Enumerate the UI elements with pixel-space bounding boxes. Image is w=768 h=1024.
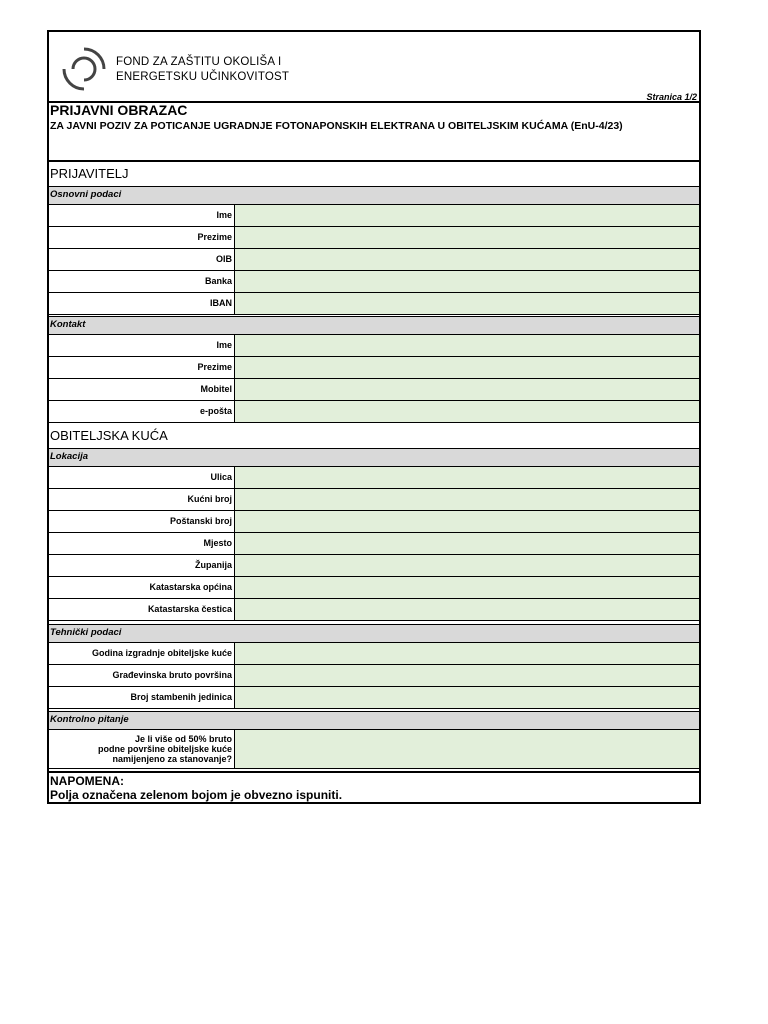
control-question-input[interactable] [235, 730, 699, 768]
form-row [49, 489, 699, 511]
band-label: Tehnički podaci [50, 627, 122, 638]
form-row [49, 335, 699, 357]
band-label: Lokacija [50, 451, 89, 462]
form-row [49, 227, 699, 249]
field-input[interactable] [235, 401, 699, 422]
field-label: Ime [49, 205, 235, 226]
field-label: Poštanski broj [49, 511, 235, 532]
field-input[interactable] [235, 379, 699, 400]
section-heading-house: OBITELJSKA KUĆA [50, 428, 168, 443]
field-input[interactable] [235, 467, 699, 488]
form-row [49, 599, 699, 621]
note [50, 774, 342, 802]
band-technical [49, 624, 699, 643]
field-label: Prezime [49, 357, 235, 378]
fund-logo [59, 44, 299, 96]
band-label: Osnovni podaci [50, 189, 122, 200]
field-label: IBAN [49, 293, 235, 314]
field-input[interactable] [235, 511, 699, 532]
form-row [49, 665, 699, 687]
field-label: Prezime [49, 227, 235, 248]
field-input[interactable] [235, 205, 699, 226]
band-contact [49, 316, 699, 335]
form-row [49, 357, 699, 379]
divider [49, 160, 699, 162]
organization-name [116, 55, 289, 85]
organization-name-line2: ENERGETSKU UČINKOVITOST [116, 71, 290, 83]
field-label: Godina izgradnje obiteljske kuće [49, 643, 235, 664]
field-input[interactable] [235, 665, 699, 686]
control-question-label: Je li više od 50% bruto podne površine obiteljske kuće namijenjeno za stanovanje? [49, 730, 235, 768]
form-row [49, 249, 699, 271]
field-label: Banka [49, 271, 235, 292]
field-label: OIB [49, 249, 235, 270]
form-row [49, 467, 699, 489]
form-row [49, 511, 699, 533]
field-input[interactable] [235, 599, 699, 620]
form-row [49, 401, 699, 423]
form-row [49, 271, 699, 293]
form-row [49, 205, 699, 227]
form-row [49, 533, 699, 555]
divider [49, 771, 699, 773]
field-label: Kućni broj [49, 489, 235, 510]
band-basic-data [49, 186, 699, 205]
form-row [49, 687, 699, 709]
form-row [49, 379, 699, 401]
field-label: Broj stambenih jedinica [49, 687, 235, 708]
field-label: Katastarska općina [49, 577, 235, 598]
form-subtitle: ZA JAVNI POZIV ZA POTICANJE UGRADNJE FOTONAPONSKIH ELEKTRANA U OBITELJSKIM KUĆAMA (EnU-4/23) [50, 120, 623, 132]
form-row [49, 577, 699, 599]
form-row [49, 643, 699, 665]
note-text: Polja označena zelenom bojom je obvezno ispuniti. [50, 788, 343, 802]
field-input[interactable] [235, 249, 699, 270]
section-heading-applicant: PRIJAVITELJ [50, 166, 129, 181]
band-location [49, 448, 699, 467]
form-title: PRIJAVNI OBRAZAC [50, 102, 188, 118]
control-question-row [49, 730, 699, 769]
band-control [49, 711, 699, 730]
field-input[interactable] [235, 489, 699, 510]
application-form [47, 30, 701, 804]
band-label: Kontakt [50, 319, 86, 330]
form-row [49, 293, 699, 315]
field-label: Mobitel [49, 379, 235, 400]
field-label: Mjesto [49, 533, 235, 554]
organization-name-line1: FOND ZA ZAŠTITU OKOLIŠA I [116, 56, 282, 68]
field-input[interactable] [235, 357, 699, 378]
form-row [49, 555, 699, 577]
field-input[interactable] [235, 293, 699, 314]
field-input[interactable] [235, 533, 699, 554]
field-label: Ime [49, 335, 235, 356]
field-input[interactable] [235, 687, 699, 708]
field-input[interactable] [235, 227, 699, 248]
fund-logo-icon [59, 44, 109, 94]
field-label: Građevinska bruto površina [49, 665, 235, 686]
note-title: NAPOMENA: [50, 774, 124, 788]
field-input[interactable] [235, 555, 699, 576]
field-label: Ulica [49, 467, 235, 488]
field-input[interactable] [235, 643, 699, 664]
field-label: e-pošta [49, 401, 235, 422]
field-input[interactable] [235, 335, 699, 356]
field-label: Županija [49, 555, 235, 576]
band-label: Kontrolno pitanje [50, 714, 129, 725]
field-label: Katastarska čestica [49, 599, 235, 620]
field-input[interactable] [235, 271, 699, 292]
field-input[interactable] [235, 577, 699, 598]
page-number: Stranica 1/2 [646, 92, 697, 102]
